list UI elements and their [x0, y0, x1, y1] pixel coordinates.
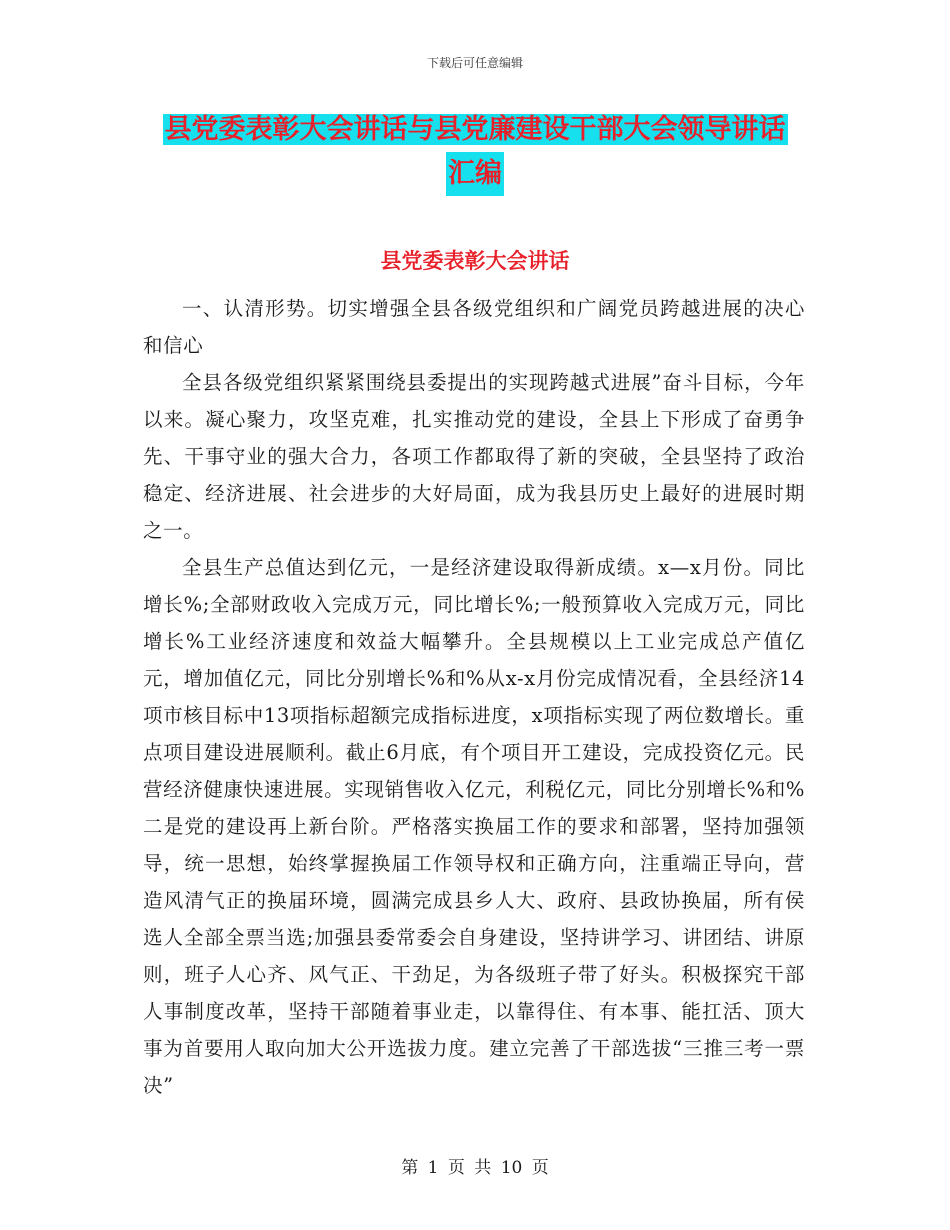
document-body — [143, 290, 805, 1104]
document-title-line1: 县党委表彰大会讲话与县党廉建设干部大会领导讲话 — [164, 114, 786, 145]
section-title: 县党委表彰大会讲话 — [380, 249, 570, 273]
paragraph-2: 全县各级党组织紧紧围绕县委提出的实现跨越式进展”奋斗目标，今年以来。凝心聚力，攻坚克难，扎实推动党的建设，全县上下形成了奋勇争先、干事守业的强大合力，各项工作都取得了新的突破，全县坚持了政治稳定、经济进展、社会进步的大好局面，成为我县历史上最好的进展时期之一。 — [143, 371, 805, 542]
document-title — [0, 108, 950, 196]
paragraph-3: 全县生产总值达到亿元，一是经济建设取得新成绩。x—x月份。同比增长%;全部财政收入完成万元，同比增长%;一般预算收入完成万元，同比增长%工业经济速度和效益大幅攀升。全县规模以上工业完成总产值亿元，增加值亿元，同比分别增长%和%从x-x月份完成情况看，全县经济14项市核目标中13项指标超额完成指标进度，x项指标实现了两位数增长。重点项目建设进展顺利。截止6月底，有个项目开工建设，完成投资亿元。民营经济健康快速进展。实现销售收入亿元，利税亿元，同比分别增长%和%二是党的建设再上新台阶。严格落实换届工作的要求和部署，坚持加强领导，统一思想，始终掌握换届工作领导权和正确方向，注重端正导向，营造风清气正的换届环境，圆满完成县乡人大、政府、县政协换届，所有侯选人全部全票当选;加强县委常委会自身建设，坚持讲学习、讲团结、讲原则，班子人心齐、风气正、干劲足，为各级班子带了好头。积极探究干部人事制度改革，坚持干部随着事业走，以靠得住、有本事、能扛活、顶大事为首要用人取向加大公开选拔力度。建立完善了干部选拔“三推三考一票决” — [143, 556, 805, 1097]
header-note: 下载后可任意编辑 — [426, 56, 523, 70]
page-number-footer: 第 1 页 共 10 页 — [401, 1158, 549, 1178]
paragraph-1: 一、认清形势。切实增强全县各级党组织和广阔党员跨越进展的决心和信心 — [143, 297, 805, 357]
document-title-line2: 汇编 — [446, 152, 504, 196]
